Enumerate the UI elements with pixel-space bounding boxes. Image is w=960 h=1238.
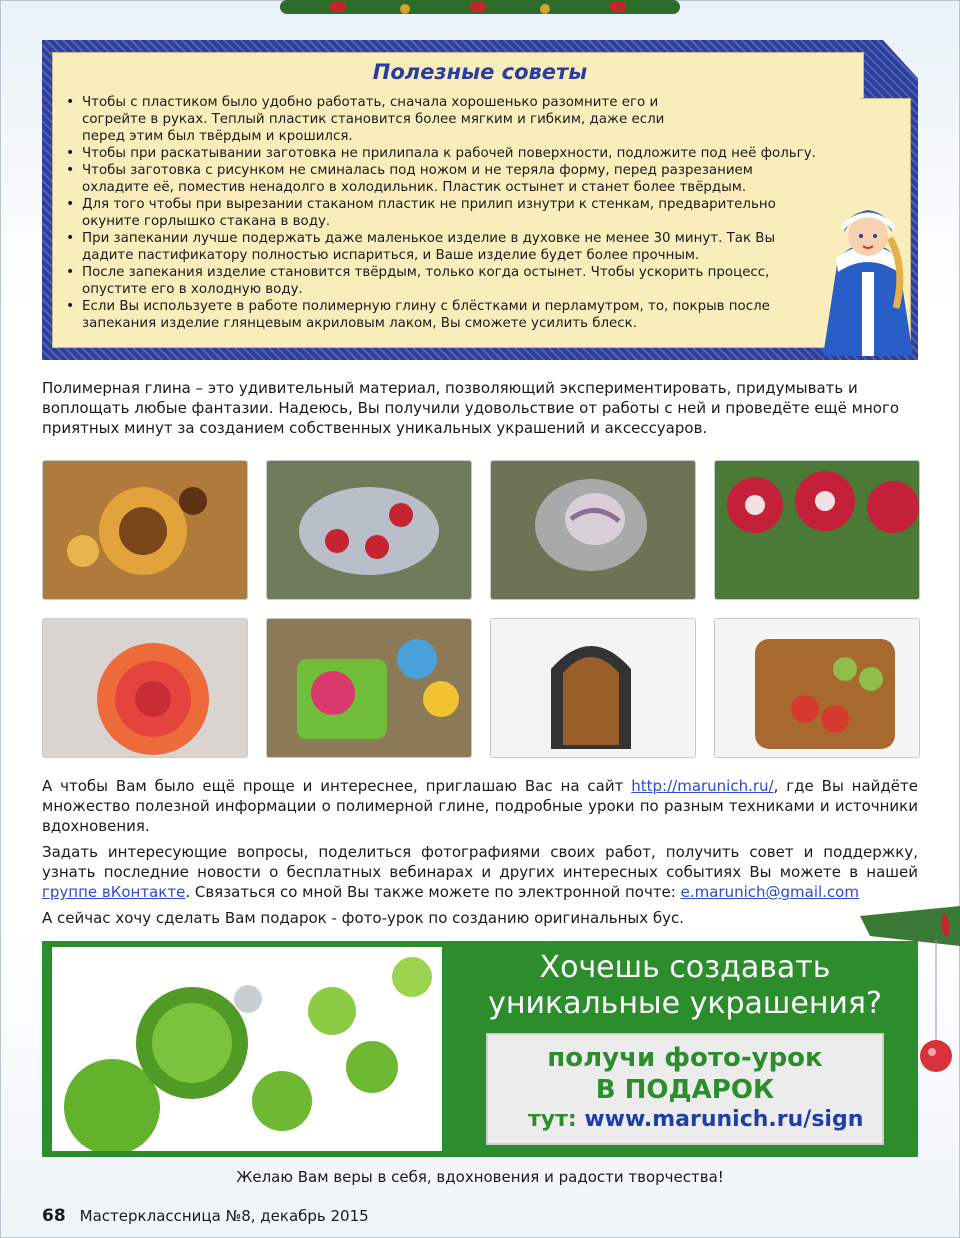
contact-paragraph: Задать интересующие вопросы, поделиться фотографиями своих работ, получить совет и поддержку, узнать последние новости о бесплатных вебинарах и других интересных событиях Вы можете в нашей группе вКонтакте. Связаться со мной Вы также можете по электронной почте: e.marunich@gmail.com bbox=[42, 843, 918, 901]
tip-item: • Чтобы при раскатывании заготовка не прилипала к рабочей поверхности, подложите под неё фольгу. bbox=[62, 145, 882, 162]
banner-cta-line1: получи фото-урок bbox=[547, 1043, 823, 1073]
vk-group-link[interactable]: группе вКонтакте bbox=[42, 883, 186, 901]
tip-item: • Если Вы используете в работе полимерную глину с блёстками и перламутром, то, покрыв после запекания изделие глянцевым акриловым лаком, Вы сможете усилить блеск. bbox=[62, 298, 882, 332]
tip-item: • Чтобы заготовка с рисунком не сминалась под ножом и не теряла форму, перед разрезанием охладите её, поместив ненадолго в холодильник. Пластик остынет и станет более твёрдым. bbox=[62, 162, 882, 196]
page-number: 68 bbox=[42, 1206, 66, 1226]
page-footer bbox=[42, 1206, 369, 1226]
photo-door-pendant bbox=[490, 618, 696, 758]
tips-list bbox=[62, 94, 882, 332]
photo-mosaic-jewelry-set bbox=[266, 618, 472, 758]
promo-banner[interactable] bbox=[42, 941, 918, 1157]
photo-soutache-pendant bbox=[42, 460, 248, 600]
banner-beads-photo bbox=[52, 947, 442, 1151]
banner-cta-line2: В ПОДАРОК bbox=[595, 1075, 775, 1105]
banner-headline-line2: уникальные украшения? bbox=[488, 986, 882, 1021]
photo-silver-roses-pendant bbox=[266, 460, 472, 600]
snow-maiden-illustration bbox=[818, 188, 918, 360]
banner-headline-line1: Хочешь создавать bbox=[539, 950, 831, 985]
photo-carnation-flowers bbox=[714, 460, 920, 600]
email-link[interactable]: e.marunich@gmail.com bbox=[680, 883, 859, 901]
banner-url[interactable]: www.marunich.ru/sign bbox=[584, 1107, 864, 1132]
banner-cta-url-line: тут: www.marunich.ru/sign bbox=[528, 1107, 864, 1132]
site-link[interactable]: http://marunich.ru/ bbox=[631, 777, 774, 795]
site-paragraph: А чтобы Вам было ещё проще и интереснее, приглашаю Вас на сайт http://marunich.ru/, где Вы найдёте множество полезной информации о полимерной глине, подробные уроки по разным техниками и источники вдохновения. bbox=[42, 777, 918, 835]
tip-item: • После запекания изделие становится твёрдым, только когда остынет. Чтобы ускорить процесс, опустите его в холодную воду. bbox=[62, 264, 882, 298]
tip-item: • Чтобы с пластиком было удобно работать, сначала хорошенько разомните его и согрейте в руках. Теплый пластик становится более мягким и гибким, даже если перед этим был твёрдым и крошился. bbox=[62, 94, 882, 145]
photo-cutting-board-pendant bbox=[714, 618, 920, 758]
christmas-garland-decoration bbox=[280, 0, 680, 22]
closing-line: Желаю Вам веры в себя, вдохновения и радости творчества! bbox=[236, 1168, 724, 1186]
tips-title: Полезные советы bbox=[372, 60, 588, 84]
tip-item: • Для того чтобы при вырезании стаканом пластик не прилип изнутри к стенкам, предварительно окуните горлышко стакана в воду. bbox=[62, 196, 882, 230]
tip-item: • При запекании лучше подержать даже маленькое изделие в духовке не менее 30 минут. Так Вы дадите пастификатору полностью испариться, и Ваше изделие будет более прочным. bbox=[62, 230, 882, 264]
intro-paragraph: Полимерная глина – это удивительный материал, позволяющий экспериментировать, придумывать и воплощать любые фантазии. Надеюсь, Вы получили удовольствие от работы с ней и проведёте ещё много приятных минут за созданием собственных уникальных украшений и аксессуаров. bbox=[42, 379, 900, 437]
magazine-issue: Мастерклассница №8, декабрь 2015 bbox=[79, 1207, 369, 1225]
photo-rose-brooch bbox=[42, 618, 248, 758]
gift-paragraph: А сейчас хочу сделать Вам подарок - фото-урок по созданию оригинальных бус. bbox=[42, 909, 685, 927]
banner-cta-box[interactable] bbox=[486, 1033, 884, 1145]
photo-agate-pendant bbox=[490, 460, 696, 600]
